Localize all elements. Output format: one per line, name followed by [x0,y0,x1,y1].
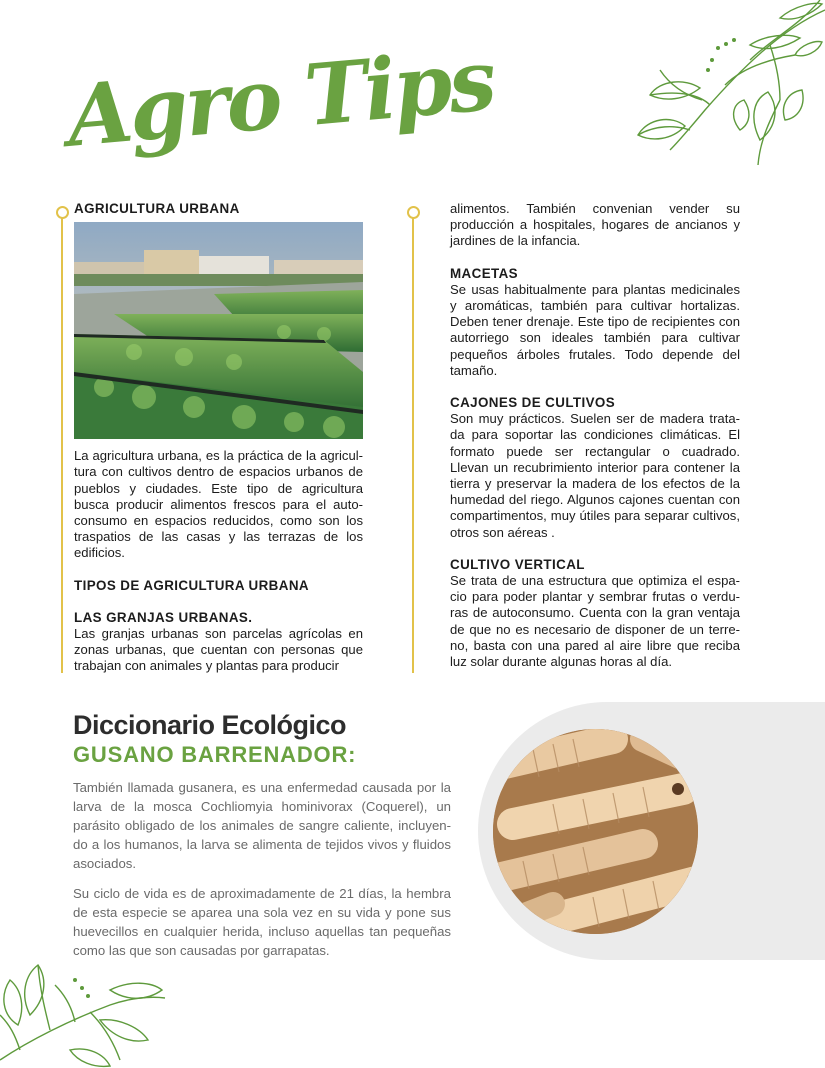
page-title: Agro Tips [63,30,498,166]
granjas-continued-paragraph: alimentos. También convenian vender su producción a hospitales, hogares de ancianos y jardines de la infancia. [450,201,740,249]
section-heading-agricultura-urbana: AGRICULTURA URBANA [74,201,240,216]
section-heading-tipos: TIPOS DE AGRICULTURA URBANA [74,577,309,593]
macetas-paragraph: Se usas habitualmente para plantas medicinales y aromáticas, también para cultivar hortalizas. Deben tener drenaje. Este tipo de recipientes con autorriego son ideales también para cultivar pequeños árboles frutales. Todo depende del tamaño. [450,281,740,378]
dictionary-term: GUSANO BARRENADOR: [73,742,357,767]
cajones-paragraph: Son muy prácticos. Suelen ser de madera trata-da para soportar las condiciones climáticas. El formato puede ser rectangular o cuadrado. Llevan un recubrimiento interior para contener la tierra y preservar la madera de los efectos de la humedad del riego. Algunos cajones cuentan con compartimentos, muy útiles para separar cultivos, otros son aéreas . [450,411,740,540]
section-heading-vertical: CULTIVO VERTICAL [450,556,585,572]
intro-paragraph: La agricultura urbana, es la práctica de la agricul-tura con cultivos dentro de espacios urbanos de pueblos y ciudades. Este tipo de agricultura busca producir alimentos frescos para el auto-consumo en espacios reducidos, como son los traspatios de las casas y las terrazas de los edificios. [74,448,363,561]
dictionary-paragraph-2: Su ciclo de vida es de aproximadamente de 21 días, la hembra de esta especie se aparea una sola vez en su vida y pone sus huevecillos en cualquier herida, incluso aquellas tan pequeñas como las que son causadas por garrapatas. [73,886,451,959]
section-heading-granjas: LAS GRANJAS URBANAS. [74,609,253,625]
section-heading-macetas: MACETAS [450,265,519,281]
right-column [450,201,740,670]
dictionary-paragraph-1: También llamada gusanera, es una enfermedad causada por la larva de la mosca Cochliomyia hominivorax (Coquerel), un parásito obligado de los animales de sangre caliente, incluyen-do a los humanos, la larva se alimenta de tejidos vivos y fluidos asociados. [73,780,451,872]
screwworm-larvae-photo [493,729,698,934]
leafy-branch-icon [0,960,170,1068]
granjas-paragraph: Las granjas urbanas son parcelas agrícolas en zonas urbanas, que cuentan con personas que trabajan con animales y plantas para producir [74,626,363,674]
urban-rooftop-farm-photo [74,222,363,439]
timeline-line-right [412,218,414,673]
section-heading-cajones: CAJONES DE CULTIVOS [450,395,616,411]
left-column [74,201,363,675]
timeline-line-left [61,218,63,673]
dictionary-title: Diccionario Ecológico [73,710,347,740]
leafy-branch-icon [630,0,825,175]
vertical-paragraph: Se trata de una estructura que optimiza el espa-cio para poder plantar y sembrar frutas o verdu-ras de autoconsumo. Cuenta con la gran ventaja de que no es necesario de disponer de un terre-no, basta con una pared al aire libre que reciba luz solar durante algunas horas al día. [450,573,740,670]
